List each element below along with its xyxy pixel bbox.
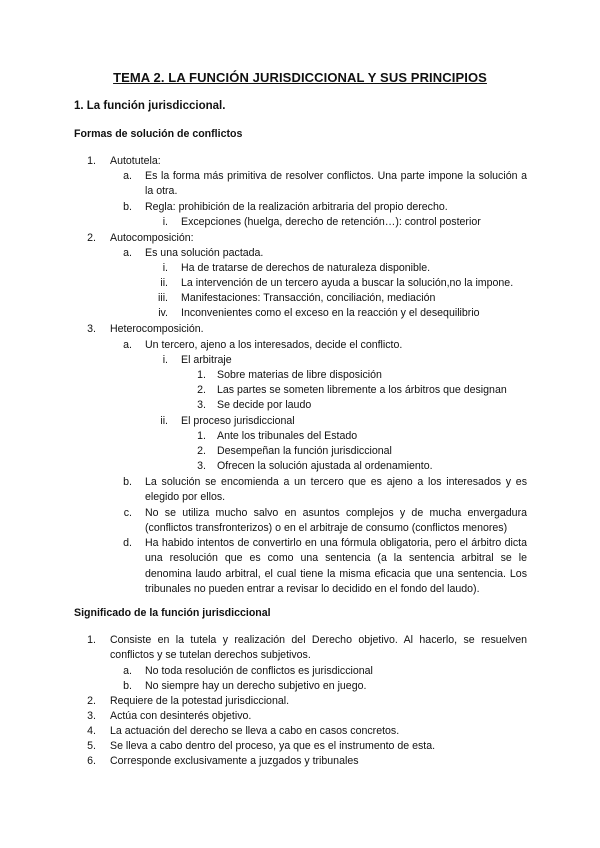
list-letter: a. (123, 247, 132, 259)
list-number: 3. (87, 323, 96, 335)
list-item-text: Es una solución pactada. (145, 247, 264, 259)
list-number: 3. (87, 710, 96, 722)
list-roman: i. (162, 216, 168, 228)
list-number: 2. (87, 232, 96, 244)
list-point: 2. (197, 445, 206, 457)
list-letter: b. (123, 201, 132, 213)
section-heading: 1. La función jurisdiccional. (74, 100, 226, 112)
list-item-text: Se decide por laudo (217, 399, 312, 411)
list-item-text: Excepciones (huelga, derecho de retención…): control posterior (181, 216, 481, 228)
list-item-text: Es la forma más primitiva de resolver conflictos. Una parte impone la solución a la otra. (145, 170, 527, 198)
list-item-text: Ante los tribunales del Estado (217, 430, 358, 442)
list-item-text: La actuación del derecho se lleva a cabo en casos concretos. (110, 725, 400, 737)
list-number: 1. (87, 155, 96, 167)
list-point: 3. (197, 399, 206, 411)
list-item-text: Las partes se someten libremente a los árbitros que designan (217, 384, 507, 396)
list-item-text: Ha habido intentos de convertirlo en una fórmula obligatoria, pero el árbitro dicta una resolución que es como una sentencia (a la sentencia arbitral se le denomina laudo arbitral, el cual tiene la misma eficacia que una sentencia. Los tribunales no pueden entrar a revisar lo decidido en el fondo del laudo). (145, 537, 527, 595)
list-roman: i. (162, 354, 168, 366)
list-item-label: Heterocomposición. (110, 323, 204, 335)
list-letter: d. (123, 537, 132, 549)
list-point: 2. (197, 384, 206, 396)
list-item-text: Un tercero, ajeno a los interesados, decide el conflicto. (145, 339, 403, 351)
list-item-label: Autotutela: (110, 155, 161, 167)
list-roman: i. (162, 262, 168, 274)
list-item-text: Ofrecen la solución ajustada al ordenamiento. (217, 460, 433, 472)
list-roman: ii. (160, 415, 168, 427)
list-item-text: Actúa con desinterés objetivo. (110, 710, 252, 722)
list-item-text: Ha de tratarse de derechos de naturaleza disponible. (181, 262, 431, 274)
list-letter: a. (123, 339, 132, 351)
subheading-formas: Formas de solución de conflictos (74, 128, 243, 140)
list-item-text: Consiste en la tutela y realización del Derecho objetivo. Al hacerlo, se resuelven conflictos y se tutelan derechos subjetivos. (110, 634, 527, 662)
list-number: 6. (87, 755, 96, 767)
list-item-text: Sobre materias de libre disposición (217, 369, 382, 381)
list-item-text: Se lleva a cabo dentro del proceso, ya que es el instrumento de esta. (110, 740, 436, 752)
list-number: 2. (87, 695, 96, 707)
list-letter: a. (123, 170, 132, 182)
list-point: 1. (197, 369, 206, 381)
page-title: TEMA 2. LA FUNCIÓN JURISDICCIONAL Y SUS PRINCIPIOS (113, 70, 487, 85)
list-item-text: Inconvenientes como el exceso en la reacción y el desequilibrio (181, 307, 480, 319)
list-item-text: La solución se encomienda a un tercero que es ajeno a los interesados y es elegido por ellos. (145, 476, 527, 504)
list-roman: iv. (158, 307, 168, 319)
list-item-text: Desempeñan la función jurisdiccional (217, 445, 392, 457)
list-item-text: No se utiliza mucho salvo en asuntos complejos y de mucha envergadura (conflictos transfronterizos) o en el arbitraje de consumo (conflictos menores) (145, 507, 527, 535)
list-item-text: Regla: prohibición de la realización arbitraria del propio derecho. (145, 201, 448, 213)
list-point: 3. (197, 460, 206, 472)
subheading-significado: Significado de la función jurisdiccional (74, 607, 271, 619)
list-letter: c. (123, 507, 132, 519)
list-item-text: No toda resolución de conflictos es jurisdiccional (145, 665, 373, 677)
list-item-text: No siempre hay un derecho subjetivo en juego. (145, 680, 367, 692)
list-number: 1. (87, 634, 96, 646)
list-letter: b. (123, 476, 132, 488)
list-item-text: Manifestaciones: Transacción, conciliación, mediación (181, 292, 436, 304)
list-item-text: El arbitraje (181, 354, 232, 366)
list-roman: iii. (157, 292, 168, 304)
list-item-text: El proceso jurisdiccional (181, 415, 295, 427)
list-point: 1. (197, 430, 206, 442)
list-letter: a. (123, 665, 132, 677)
list-item-text: Corresponde exclusivamente a juzgados y tribunales (110, 755, 359, 767)
list-roman: ii. (160, 277, 168, 289)
list-number: 4. (87, 725, 96, 737)
list-item-text: La intervención de un tercero ayuda a buscar la solución,no la impone. (181, 277, 514, 289)
list-item-label: Autocomposición: (110, 232, 194, 244)
list-letter: b. (123, 680, 132, 692)
list-number: 5. (87, 740, 96, 752)
list-item-text: Requiere de la potestad jurisdiccional. (110, 695, 290, 707)
